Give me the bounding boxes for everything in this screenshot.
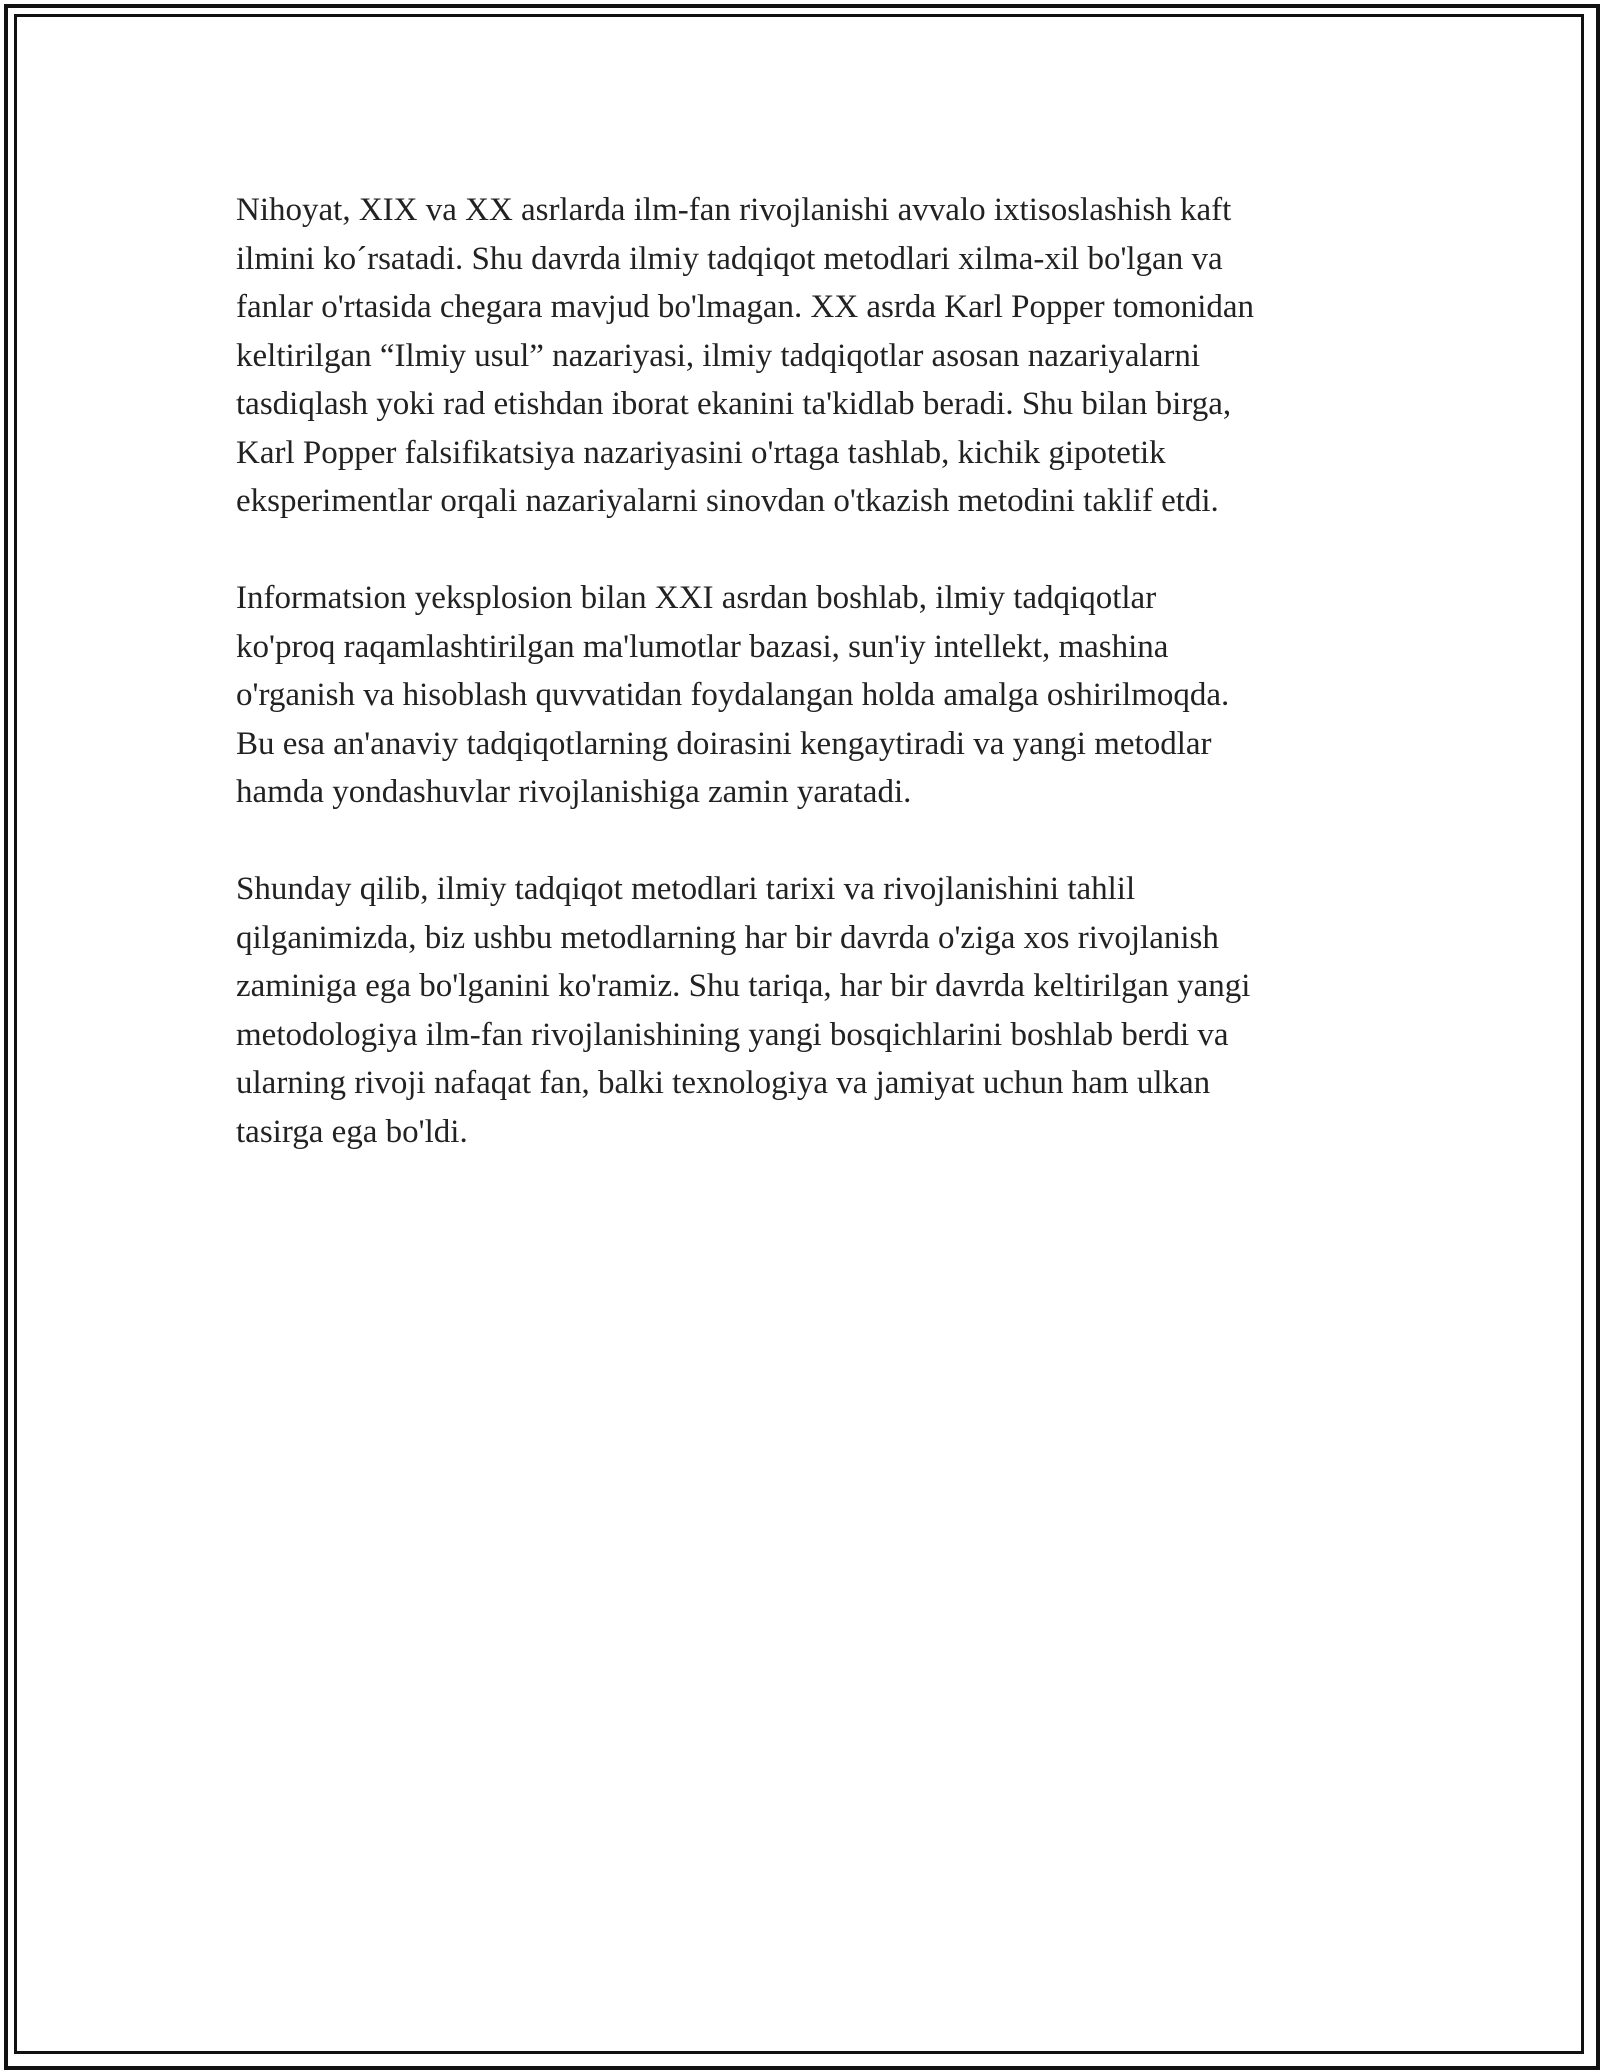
- paragraph-2: [236, 574, 1396, 817]
- text-line: keltirilgan “Ilmiy usul” nazariyasi, ilmiy tadqiqotlar asosan nazariyalarni: [236, 337, 1201, 374]
- text-line: Nihoyat, XIX va XX asrlarda ilm-fan rivojlanishi avvalo ixtisoslashish kaft: [236, 192, 1232, 228]
- text-line: Informatsion yeksplosion bilan XXI asrdan boshlab, ilmiy tadqiqotlar: [236, 580, 1157, 616]
- text-line: ko'proq raqamlashtirilgan ma'lumotlar bazasi, sun'iy intellekt, mashina: [236, 628, 1169, 665]
- text-line: qilganimizda, biz ushbu metodlarning har bir davrda o'ziga xos rivojlanish: [236, 919, 1219, 956]
- paragraph-1: [236, 186, 1396, 526]
- text-line: Shunday qilib, ilmiy tadqiqot metodlari tarixi va rivojlanishini tahlil: [236, 871, 1136, 907]
- document-body: [236, 186, 1396, 1205]
- text-line: fanlar o'rtasida chegara mavjud bo'lmagan. XX asrda Karl Popper tomonidan: [236, 289, 1255, 325]
- text-line: ilmini ko´rsatadi. Shu davrda ilmiy tadqiqot metodlari xilma-xil bo'lgan va: [236, 240, 1223, 277]
- text-line: tasdiqlash yoki rad etishdan iborat ekanini ta'kidlab beradi. Shu bilan birga,: [236, 386, 1232, 422]
- paragraph-3: [236, 865, 1396, 1156]
- text-line: o'rganish va hisoblash quvvatidan foydalangan holda amalga oshirilmoqda.: [236, 677, 1230, 713]
- text-line: zaminiga ega bo'lganini ko'ramiz. Shu tariqa, har bir davrda keltirilgan yangi: [236, 968, 1251, 1004]
- text-line: metodologiya ilm-fan rivojlanishining yangi bosqichlarini boshlab berdi va: [236, 1016, 1229, 1053]
- text-line: Bu esa an'anaviy tadqiqotlarning doirasini kengaytiradi va yangi metodlar: [236, 725, 1212, 762]
- text-line: hamda yondashuvlar rivojlanishiga zamin yaratadi.: [236, 774, 912, 810]
- text-line: tasirga ega bo'ldi.: [236, 1113, 468, 1150]
- text-line: ularning rivoji nafaqat fan, balki texnologiya va jamiyat uchun ham ulkan: [236, 1065, 1211, 1101]
- text-line: eksperimentlar orqali nazariyalarni sinovdan o'tkazish metodini taklif etdi.: [236, 483, 1219, 519]
- text-line: Karl Popper falsifikatsiya nazariyasini o'rtaga tashlab, kichik gipotetik: [236, 434, 1166, 471]
